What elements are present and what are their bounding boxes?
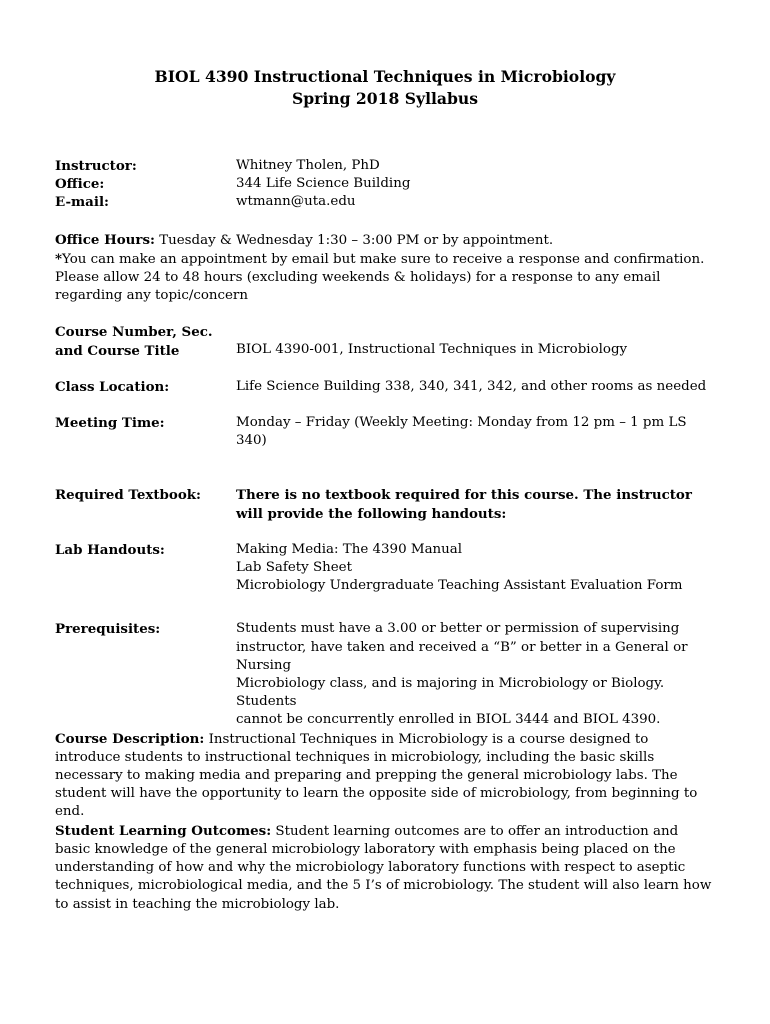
- office-hours-section: [55, 231, 715, 269]
- course-number-label: [55, 323, 236, 359]
- lab-handouts-list: [236, 541, 715, 596]
- instructor-name: Whitney Tholen, PhD: [236, 158, 380, 173]
- office-value: 344 Life Science Building: [236, 176, 411, 192]
- learning-outcomes-text: Student learning outcomes are to offer an introduction and basic knowledge of the general microbiology laboratory with emphasis being placed on the understanding of how and why the microbiology laboratory functions with respect to aseptic techniques, microbiological media, and the 5 I’s of microbiology. The student will also learn how to assist in teaching the microbiology lab.: [55, 823, 712, 912]
- prerequisites-line: Microbiology class, and is majoring in Microbiology or Biology. Students: [236, 676, 665, 710]
- prerequisites-text: [236, 620, 715, 729]
- meeting-time-row: [55, 414, 715, 450]
- course-number-row: [55, 323, 715, 359]
- instructor-section: [55, 157, 715, 212]
- textbook-label: Required Textbook:: [55, 487, 201, 504]
- textbook-value: [236, 486, 715, 522]
- prerequisites-row: [55, 620, 715, 729]
- list-item: Making Media: The 4390 Manual: [236, 541, 463, 557]
- class-location-row: [55, 378, 715, 396]
- note-text: You can make an appointment by email but make sure to receive a response and confirmation.: [62, 251, 705, 267]
- prerequisites-line: instructor, have taken and received a “B” or better in a General or Nursing: [236, 639, 688, 673]
- note-star: *: [55, 250, 63, 267]
- office-hours-label: Office Hours:: [55, 231, 155, 248]
- course-description-label: Course Description:: [55, 730, 205, 747]
- prerequisites-line: cannot be concurrently enrolled in BIOL 3444 and BIOL 4390.: [236, 712, 661, 728]
- office-hours-note: [55, 250, 715, 269]
- email-response-note: Please allow 24 to 48 hours (excluding weekends & holidays) for a response to any email regarding any topic/concern: [55, 270, 661, 304]
- instructor-row: [55, 157, 715, 175]
- learning-outcomes: [55, 822, 715, 914]
- page-title: BIOL 4390 Instructional Techniques in Microbiology: [154, 67, 616, 86]
- meeting-time-value: Monday – Friday (Weekly Meeting: Monday from 12 pm – 1 pm LS 340): [236, 415, 687, 449]
- office-label: Office:: [55, 176, 105, 193]
- textbook-value-line1: There is no textbook required for this course. The instructor: [236, 487, 692, 504]
- class-location-label: Class Location:: [55, 378, 170, 395]
- office-row: [55, 175, 715, 193]
- meeting-time-label: Meeting Time:: [55, 415, 165, 432]
- course-description-text: Instructional Techniques in Microbiology is a course designed to introduce students to instructional techniques in microbiology, including the basic skills necessary to making media and preparing and prepping the general microbiology labs. The student will have the opportunity to learn the opposite side of microbiology, from beginning to end.: [55, 731, 698, 820]
- textbook-value-line2: will provide the following handouts:: [236, 505, 507, 522]
- learning-outcomes-label: Student Learning Outcomes:: [55, 822, 272, 839]
- textbook-row: [55, 486, 715, 522]
- email-row: [55, 193, 715, 211]
- course-description: [55, 730, 715, 822]
- office-hours-text: Tuesday & Wednesday 1:30 – 3:00 PM or by appointment.: [154, 232, 554, 248]
- prerequisites-label: Prerequisites:: [55, 621, 161, 638]
- list-item: Lab Safety Sheet: [236, 560, 352, 576]
- class-location-value: Life Science Building 338, 340, 341, 342, and other rooms as needed: [236, 378, 707, 394]
- syllabus-page: [55, 66, 715, 914]
- list-item: Microbiology Undergraduate Teaching Assistant Evaluation Form: [236, 578, 683, 594]
- lab-handouts-label: Lab Handouts:: [55, 541, 165, 558]
- lab-handouts-row: [55, 541, 715, 596]
- page-subtitle: Spring 2018 Syllabus: [291, 89, 479, 108]
- email-link[interactable]: wtmann@uta.edu: [236, 194, 356, 210]
- course-number-label-line2: and Course Title: [55, 342, 180, 359]
- email-label: E-mail:: [55, 194, 109, 211]
- office-hours-line: [55, 231, 715, 250]
- course-number-label-line1: Course Number, Sec.: [55, 324, 213, 341]
- instructor-label: Instructor:: [55, 158, 137, 174]
- prerequisites-line: Students must have a 3.00 or better or permission of supervising: [236, 621, 680, 637]
- course-number-value: BIOL 4390-001, Instructional Techniques in Microbiology: [236, 342, 628, 358]
